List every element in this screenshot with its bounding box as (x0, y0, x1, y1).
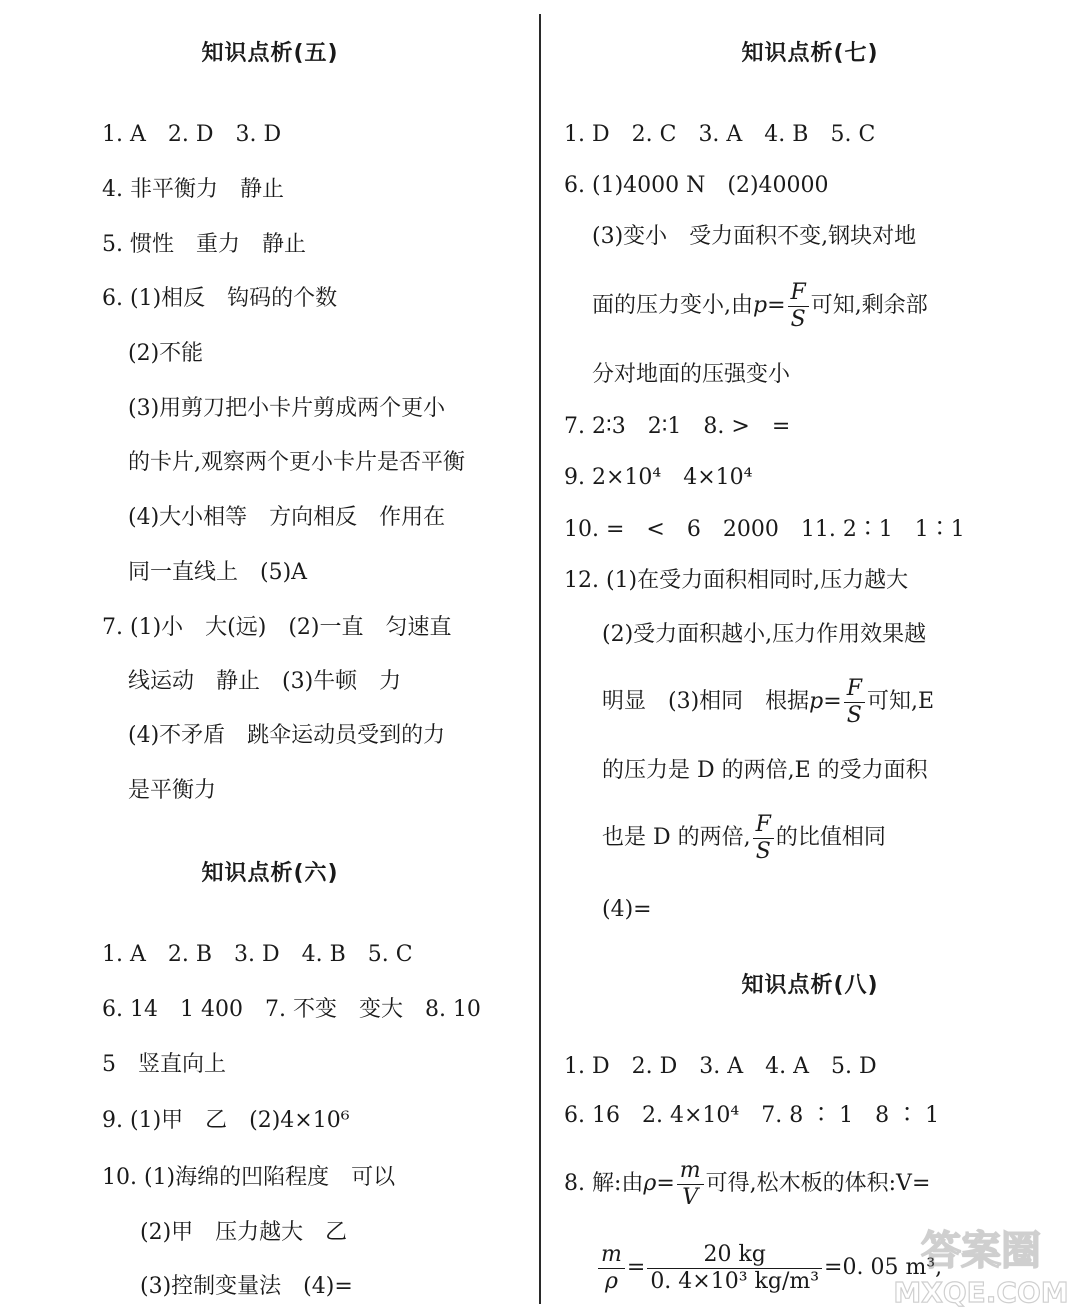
text-segment: 可得,松木板的体积:V= (705, 1171, 931, 1196)
section-title-7: 知识点析(七) (741, 41, 879, 66)
answer-line (602, 810, 886, 866)
fraction-numerator: F (753, 812, 774, 839)
answer-line (596, 1240, 942, 1296)
answer-line: 9. (1)甲 乙 (2)4×10⁶ (102, 1108, 350, 1133)
answer-line: (3)控制变量法 (4)= (140, 1274, 353, 1299)
answer-line: 是平衡力 (128, 778, 217, 803)
fraction-denominator: V (682, 1184, 699, 1210)
fraction-m-over-v (677, 1158, 704, 1211)
answer-line (602, 674, 934, 730)
pressure-symbol: p= (809, 689, 842, 714)
answer-line: 线运动 静止 (3)牛顿 力 (128, 669, 402, 694)
answer-line: 4. 非平衡力 静止 (102, 177, 284, 202)
answer-line: 10. (1)海绵的凹陷程度 可以 (102, 1165, 396, 1190)
answer-line: (2)不能 (128, 341, 204, 366)
watermark-logo (892, 1218, 1070, 1310)
answer-line: 1. A 2. D 3. D (102, 122, 282, 147)
column-divider (539, 14, 541, 1304)
fraction-m-over-rho (598, 1242, 625, 1295)
answer-line: 6. 16 2. 4×10⁴ 7. 8 ∶ 1 8 ∶ 1 (564, 1103, 940, 1128)
answer-line: (2)受力面积越小,压力作用效果越 (602, 622, 927, 647)
fraction-denominator: S (846, 702, 862, 728)
fraction-denominator: S (755, 838, 771, 864)
answer-line: 5 竖直向上 (102, 1052, 226, 1077)
text-segment: 也是 D 的两倍, (602, 825, 751, 850)
fraction-numerator: m (598, 1242, 625, 1269)
text-segment: 8. 解:由 (564, 1171, 644, 1196)
answer-line: 5. 惯性 重力 静止 (102, 232, 306, 257)
fraction-numerator: m (677, 1158, 704, 1185)
answer-line: 分对地面的压强变小 (592, 362, 791, 387)
answer-line: 1. D 2. D 3. A 4. A 5. D (564, 1054, 877, 1079)
watermark-text-top: 答案圈 (921, 1228, 1041, 1274)
answer-line: 12. (1)在受力面积相同时,压力越大 (564, 568, 909, 593)
fraction-denominator: 0. 4×10³ kg/m³ (650, 1268, 820, 1294)
answer-line (564, 1156, 930, 1212)
text-segment: 面的压力变小,由 (592, 293, 753, 318)
density-symbol: ρ= (643, 1171, 675, 1196)
text-segment: 可知,剩余部 (810, 293, 928, 318)
answer-line: 1. A 2. B 3. D 4. B 5. C (102, 942, 413, 967)
answer-line: (3)用剪刀把小卡片剪成两个更小 (128, 396, 446, 421)
answer-line: (4)大小相等 方向相反 作用在 (128, 505, 446, 530)
answer-line: 同一直线上 (5)A (128, 560, 308, 585)
answer-line: (2)甲 压力越大 乙 (140, 1220, 348, 1245)
answer-line: (4)= (602, 897, 652, 922)
watermark-text-bottom: MXQE.COM (893, 1276, 1069, 1309)
section-title-8: 知识点析(八) (741, 973, 879, 998)
answer-line: (4)不矛盾 跳伞运动员受到的力 (128, 723, 446, 748)
answer-line: 的卡片,观察两个更小卡片是否平衡 (128, 450, 465, 475)
fraction-numerator: 20 kg (647, 1242, 822, 1269)
answer-line: 6. (1)相反 钩码的个数 (102, 286, 338, 311)
equals-sign: = (626, 1255, 646, 1280)
answer-line: 7. (1)小 大(远) (2)一直 匀速直 (102, 615, 452, 640)
answer-line: 9. 2×10⁴ 4×10⁴ (564, 465, 753, 490)
fraction-f-over-s (753, 812, 774, 865)
answer-line: 7. 2∶3 2∶1 8. > = (564, 414, 791, 439)
fraction-numerator: F (788, 280, 809, 307)
section-title-5: 知识点析(五) (201, 41, 339, 66)
answer-line: 1. D 2. C 3. A 4. B 5. C (564, 122, 876, 147)
fraction-denominator: ρ (604, 1268, 618, 1294)
text-segment: 明显 (3)相同 根据 (602, 689, 810, 714)
text-segment: 可知,E (866, 689, 935, 714)
fraction-denominator: S (790, 306, 806, 332)
fraction-f-over-s (844, 676, 865, 729)
answer-line: 6. (1)4000 N (2)40000 (564, 173, 829, 198)
answer-line: 10. = < 6 2000 11. 2∶1 1∶1 (564, 517, 965, 542)
result-text: =0. 05 m³, (824, 1255, 943, 1280)
answer-line (592, 278, 928, 334)
answer-line: 的压力是 D 的两倍,E 的受力面积 (602, 758, 928, 783)
fraction-calculation (647, 1242, 822, 1295)
section-title-6: 知识点析(六) (201, 861, 339, 886)
answer-line: (3)变小 受力面积不变,钢块对地 (592, 224, 917, 249)
fraction-numerator: F (844, 676, 865, 703)
pressure-symbol: p= (753, 293, 786, 318)
answer-line: 6. 14 1 400 7. 不变 变大 8. 10 (102, 997, 481, 1022)
fraction-f-over-s (788, 280, 809, 333)
text-segment: 的比值相同 (775, 825, 886, 850)
